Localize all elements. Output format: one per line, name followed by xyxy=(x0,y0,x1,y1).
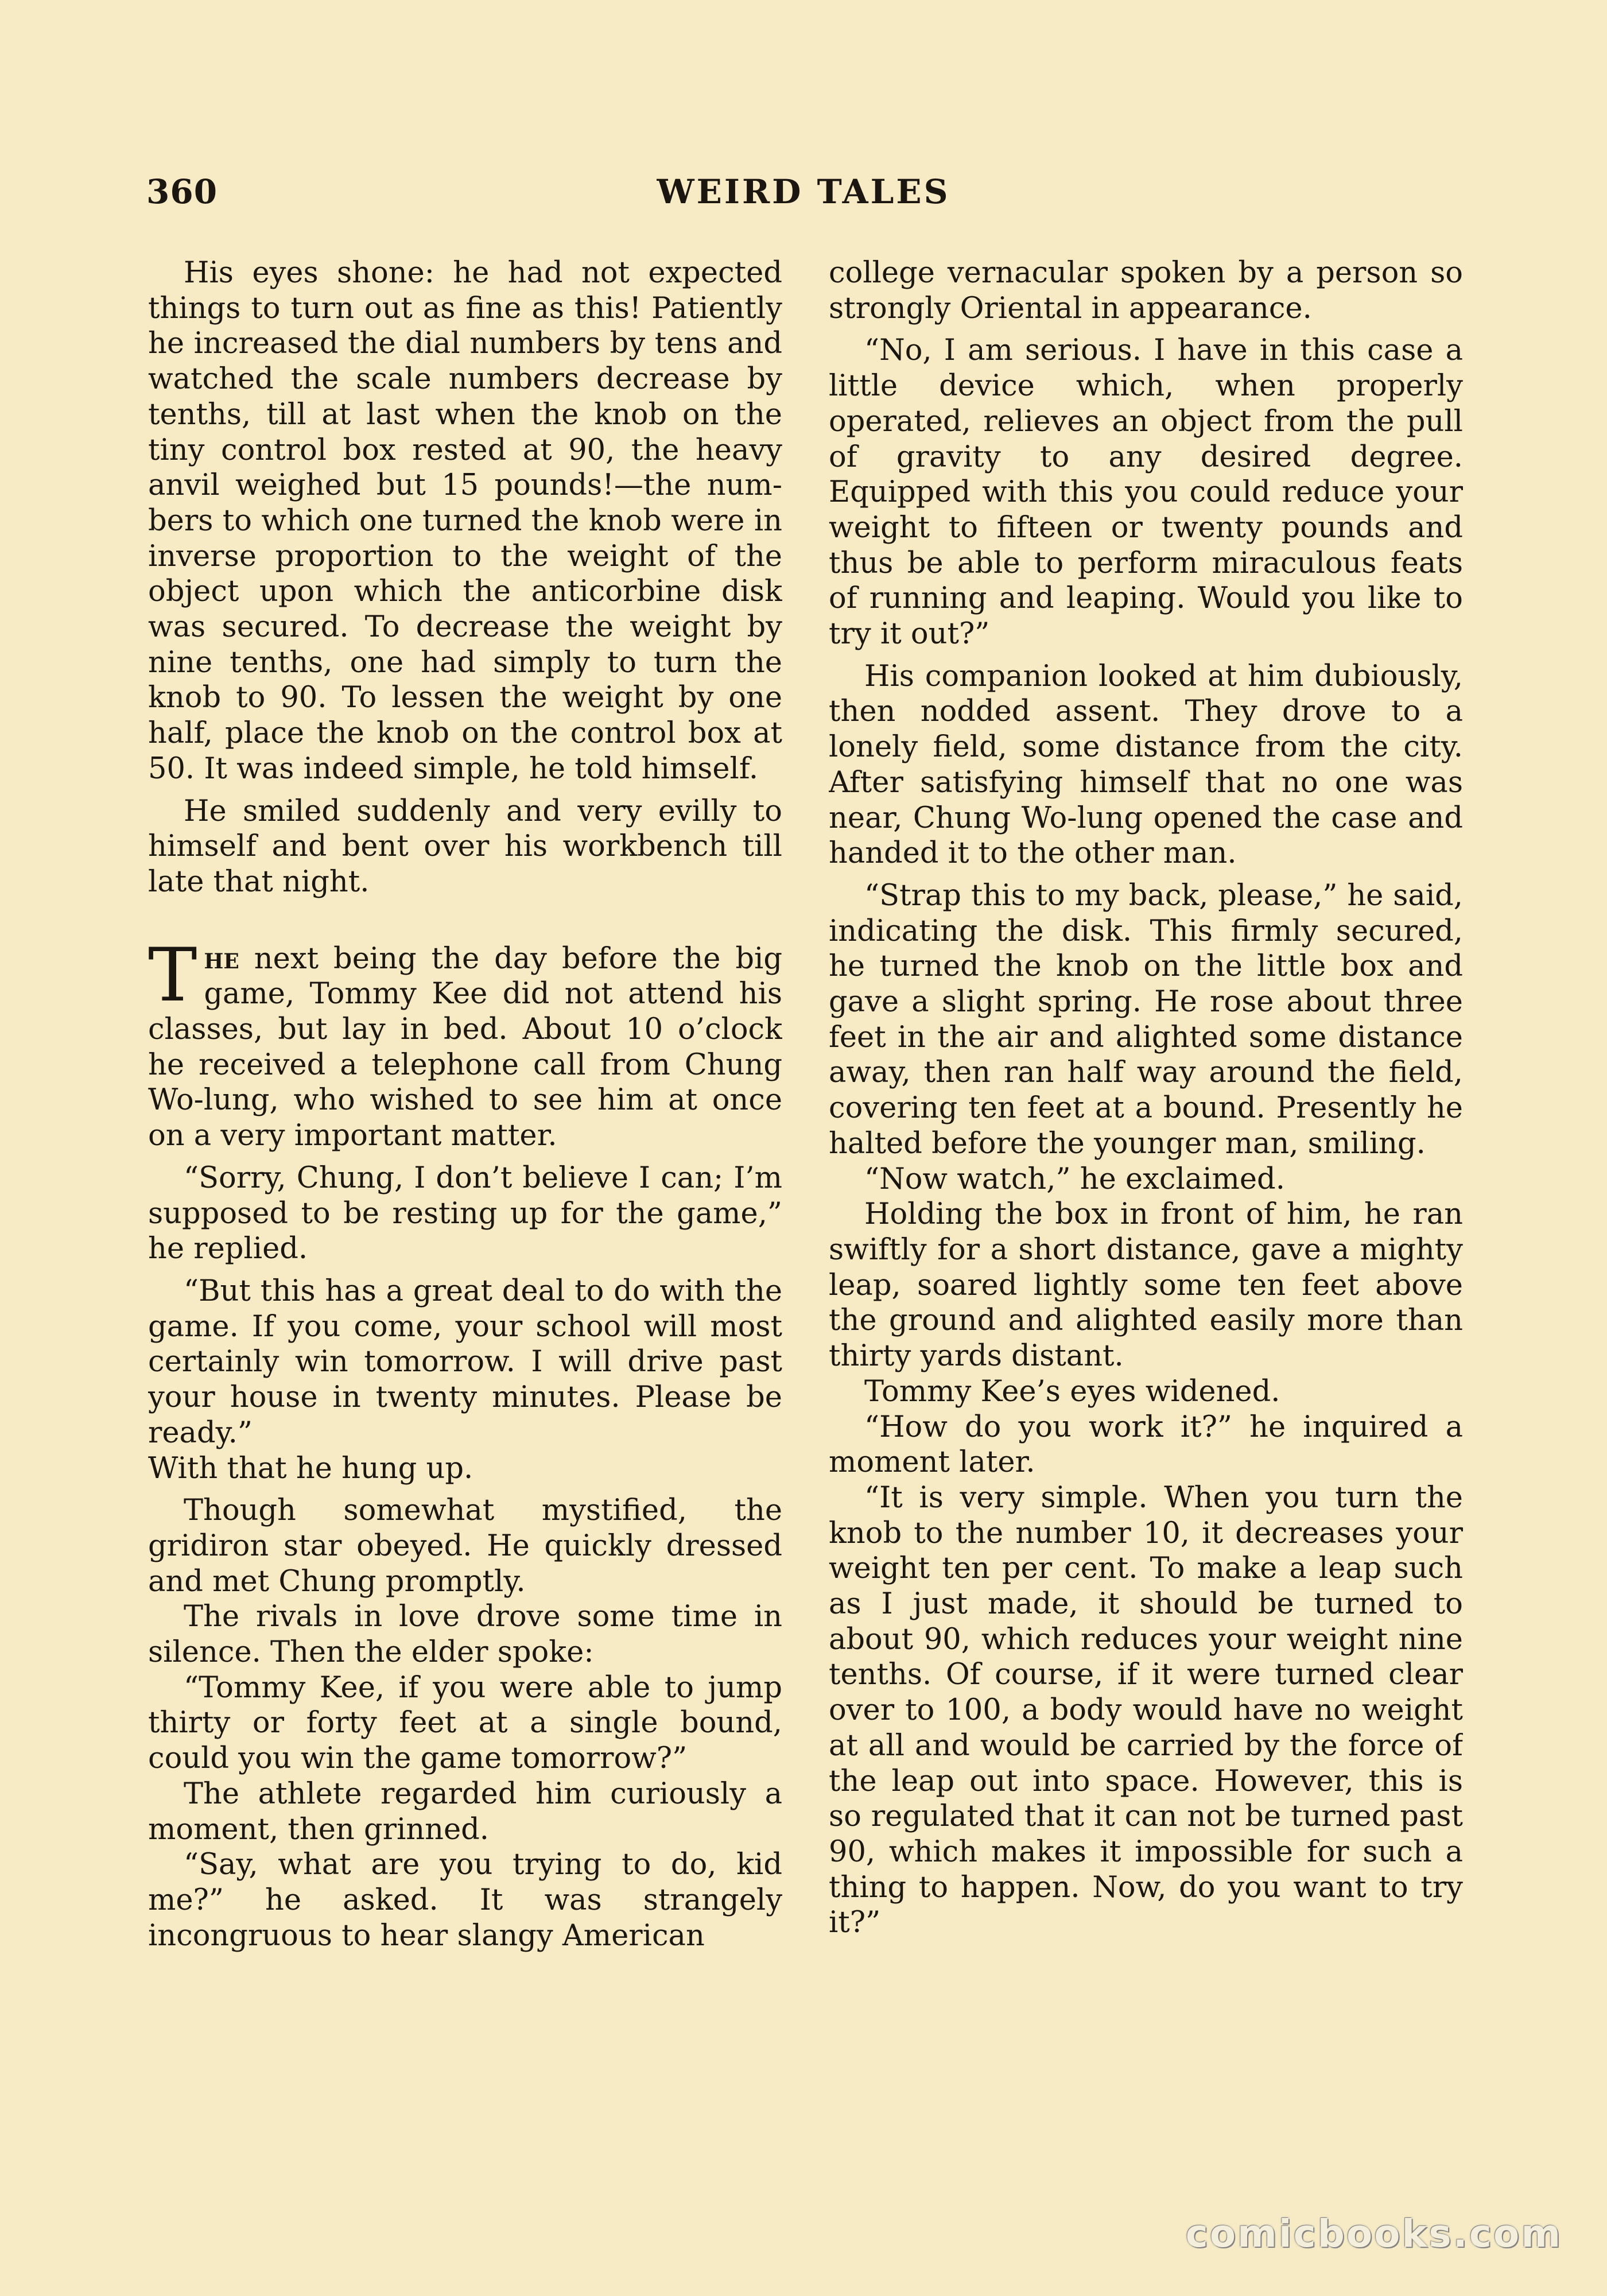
paragraph-text: next being the day before the big game, Tommy Kee did not attend his classes, but lay in bed. About 10 o’clock he received a telephone call from Chung Wo-lung, who wished to see him at once on a very important matter. xyxy=(148,941,782,1153)
paragraph: With that he hung up. xyxy=(148,1451,473,1486)
paragraph: His companion looked at him dubiously, then nodded assent. They drove to a lonely field, some distance from the city. After satisfying himself that no one was near, Chung Wo-lung opened the case and handed it to the other man. xyxy=(829,659,1463,871)
paragraph: “Tommy Kee, if you were able to jump thirty or forty feet at a single bound, could you win the game tomorrow?” xyxy=(148,1670,782,1776)
paragraph: Tommy Kee’s eyes widened. xyxy=(864,1374,1280,1409)
paragraph: Though somewhat mystified, the gridiron star obeyed. He quickly dressed and met Chung promptly. xyxy=(148,1494,782,1599)
paragraph: “Strap this to my back, please,” he said, indicating the disk. This firmly secured, he turned the knob on the little box and gave a slight spring. He rose about three feet in the air and alighted some distance away, then ran half way around the field, covering ten feet at a bound. Presently he halted before the younger man, smiling. xyxy=(829,878,1463,1161)
paragraph: Holding the box in front of him, he ran swiftly for a short distance, gave a mighty leap, soared lightly some ten feet above the ground and alighted easily more than thirty yards distant. xyxy=(829,1197,1463,1374)
paragraph: “But this has a great deal to do with the game. If you come, your school will most certainly win tomorrow. I will drive past your house in twenty minutes. Please be ready.” xyxy=(148,1274,782,1450)
page-number: 360 xyxy=(146,172,218,211)
small-caps-lead: he xyxy=(204,941,239,976)
page-header xyxy=(146,172,1461,218)
paragraph: “Sorry, Chung, I don’t believe I can; I’m supposed to be resting up for the game,” he replied. xyxy=(148,1161,782,1266)
running-title: WEIRD TALES xyxy=(657,172,950,211)
drop-cap: T xyxy=(148,932,197,1018)
paragraph: “Now watch,” he exclaimed. xyxy=(864,1162,1285,1196)
right-column xyxy=(829,255,1463,2144)
paragraph: The rivals in love drove some time in silence. Then the elder spoke: xyxy=(148,1600,782,1670)
left-column xyxy=(148,255,782,2144)
section-break xyxy=(148,900,782,941)
paragraph: He smiled suddenly and very evilly to himself and bent over his workbench till late that night. xyxy=(148,794,782,899)
paragraph: His eyes shone: he had not expected things to turn out as fine as this! Patiently he increased the dial numbers by tens and watched the scale numbers decrease by tenths, till at last when the knob on the tiny control box rested at 90, the heavy anvil weighed but 15 pounds!—the numbers to which one turned the knob were in inverse proportion to the weight of the object upon which the anticorbine disk was secured. To decrease the weight by nine tenths, one had simply to turn the knob to 90. To lessen the weight by one half, place the knob on the control box at 50. It was indeed simple, he told himself. xyxy=(148,256,782,786)
paragraph: The athlete regarded him curiously a moment, then grinned. xyxy=(148,1777,782,1847)
watermark: comicbooks.com xyxy=(1185,2212,1562,2256)
paragraph: “It is very simple. When you turn the knob to the number 10, it decreases your weight ten per cent. To make a leap such as I just made, it should be turned to about 90, which reduces your weight nine tenths. Of course, if it were turned clear over to 100, a body would have no weight at all and would be carried by the force of the leap out into space. However, this is so regulated that it can not be turned past 90, which makes it impossible for such a thing to happen. Now, do you want to try it?” xyxy=(829,1480,1463,1940)
paragraph-with-drop-cap xyxy=(148,932,782,1154)
paragraph: “No, I am serious. I have in this case a little device which, when properly operated, relieves an object from the pull of gravity to any desired degree. Equipped with this you could reduce your weight to fifteen or twenty pounds and thus be able to perform miraculous feats of running and leaping. Would you like to try it out?” xyxy=(829,333,1463,651)
paragraph: college vernacular spoken by a person so strongly Oriental in appearance. xyxy=(829,256,1463,325)
paragraph: “Say, what are you trying to do, kid me?” he asked. It was strangely incongruous to hear slangy American xyxy=(148,1848,782,1953)
paragraph: “How do you work it?” he inquired a moment later. xyxy=(829,1410,1463,1480)
